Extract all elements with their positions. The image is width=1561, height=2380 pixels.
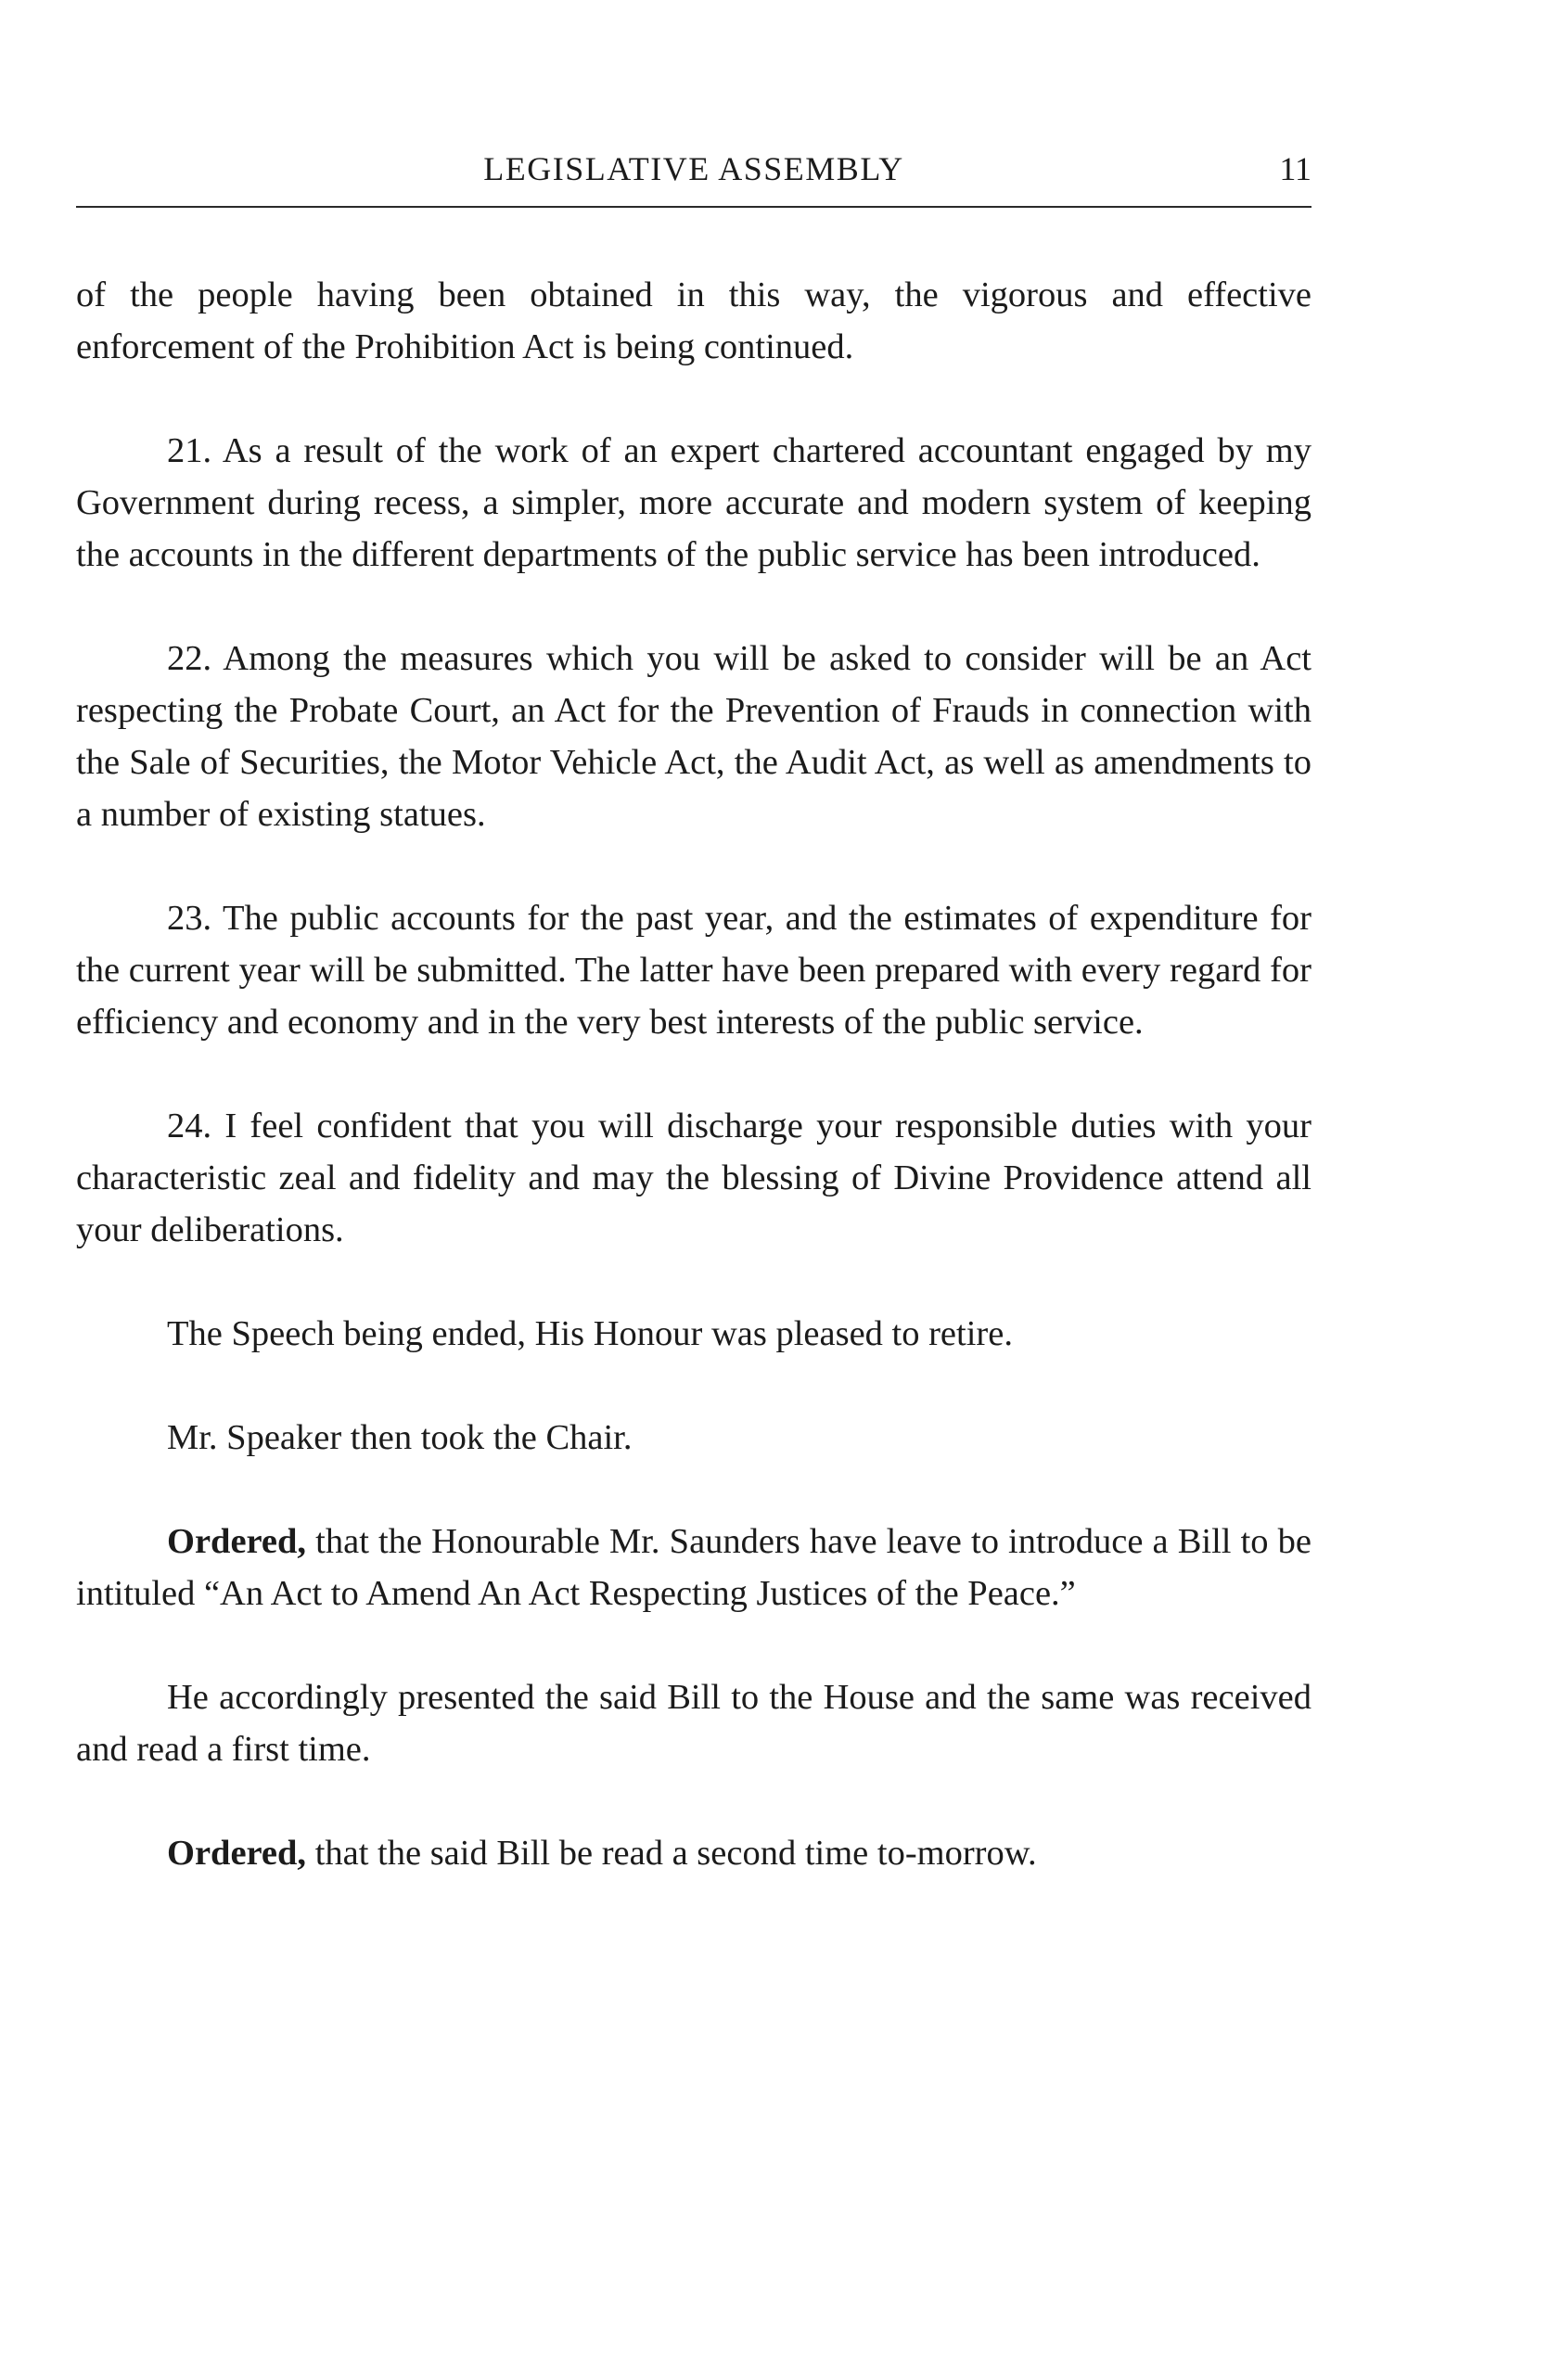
paragraph-text: Mr. Speaker then took the Chair. <box>167 1418 633 1457</box>
paragraph-23 <box>76 892 1311 1048</box>
paragraph-22 <box>76 633 1311 840</box>
paragraph-text: 22. Among the measures which you will be asked to consider will be an Act respecting the Probate Court, an Act for the Prevention of Frauds in connection with the Sale of Securities, the Motor Vehicle Act, the Audit Act, as well as amendments to a number of existing statues. <box>76 639 1311 834</box>
ordered-lead: Ordered, <box>167 1522 307 1561</box>
paragraph-21 <box>76 425 1311 581</box>
paragraph-text: 21. As a result of the work of an expert chartered accountant engaged by my Government during recess, a simpler, more accurate and modern system of keeping the accounts in the different departments of the public service has been introduced. <box>76 431 1311 574</box>
running-header <box>76 139 1311 195</box>
bill-presented-paragraph <box>76 1671 1311 1775</box>
body-text <box>76 269 1311 1879</box>
ordered-leave-paragraph <box>76 1516 1311 1619</box>
paragraph-text: of the people having been obtained in this way, the vigorous and effective enforcement of the Prohibition Act is being continued. <box>76 275 1311 366</box>
paragraph-text: 24. I feel confident that you will discharge your responsible duties with your characteristic zeal and fidelity and may the blessing of Divine Providence attend all your deliberations. <box>76 1107 1311 1249</box>
paragraph-text: He accordingly presented the said Bill to the House and the same was received and read a first time. <box>76 1678 1311 1769</box>
page-number: 11 <box>1279 150 1311 187</box>
ordered-lead: Ordered, <box>167 1834 307 1873</box>
paragraph-text: that the said Bill be read a second time to-morrow. <box>306 1834 1037 1873</box>
header-rule <box>76 206 1311 208</box>
speech-ended-paragraph <box>76 1308 1311 1360</box>
paragraph-text: 23. The public accounts for the past year, and the estimates of expenditure for the current year will be submitted. The latter have been prepared with every regard for efficiency and economy and in the very best interests of the public service. <box>76 899 1311 1042</box>
paragraph-24 <box>76 1100 1311 1256</box>
speaker-chair-paragraph <box>76 1412 1311 1464</box>
ordered-second-reading-paragraph <box>76 1827 1311 1879</box>
paragraph-text: The Speech being ended, His Honour was pleased to retire. <box>167 1314 1013 1353</box>
paragraph-text: that the Honourable Mr. Saunders have leave to introduce a Bill to be intituled “An Act to Amend An Act Respecting Justices of the Peace.” <box>76 1522 1311 1613</box>
paragraph-continuation <box>76 269 1311 373</box>
running-title: LEGISLATIVE ASSEMBLY <box>483 150 904 187</box>
